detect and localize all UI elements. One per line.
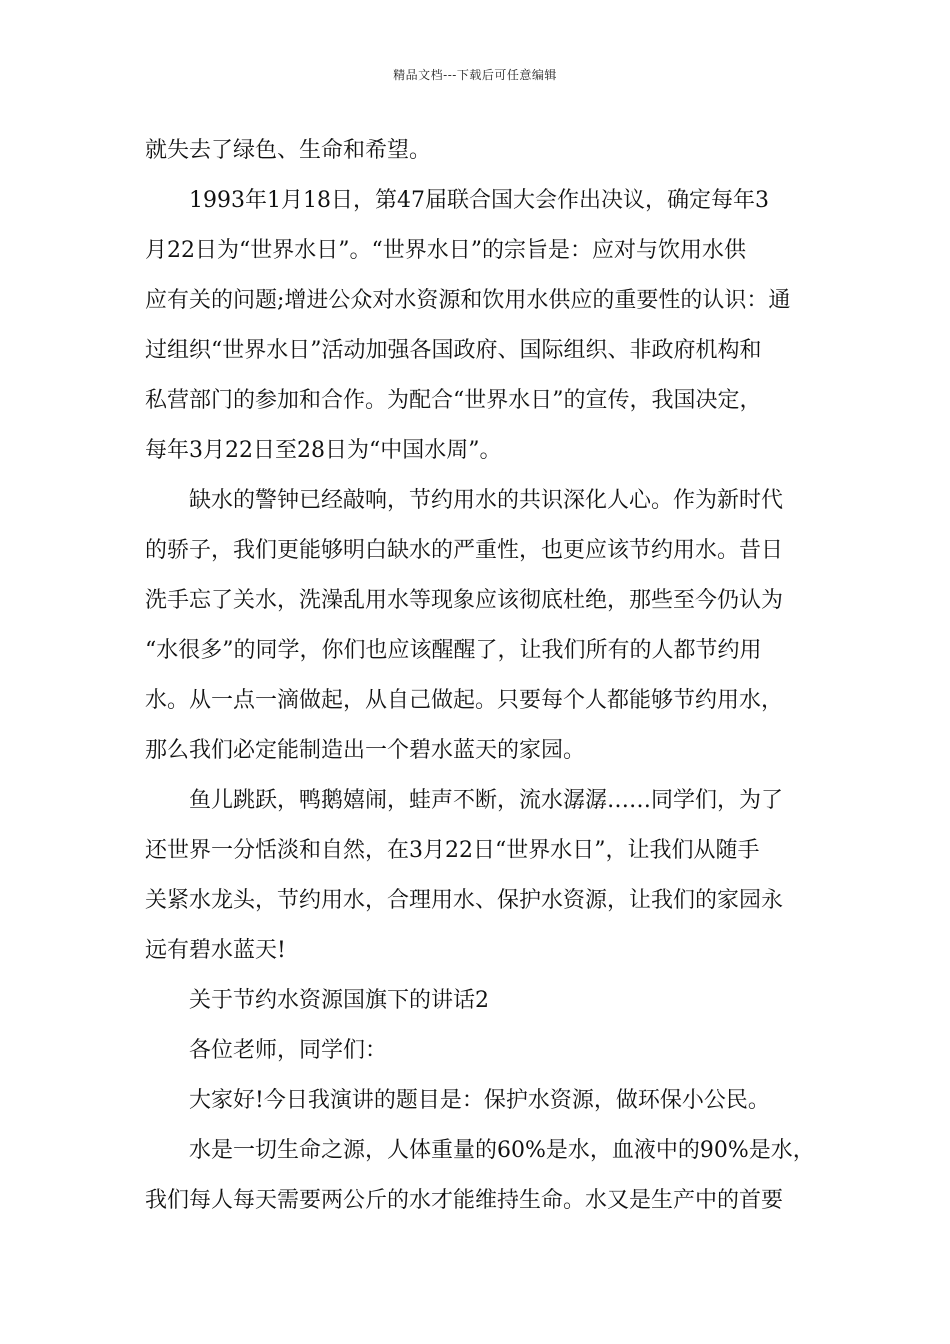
text-line: 就失去了绿色、生命和希望。 (145, 138, 432, 163)
section-heading: 关于节约水资源国旗下的讲话2 (189, 988, 489, 1013)
text-line: 远有碧水蓝天! (145, 938, 286, 963)
text-line: 私营部门的参加和合作。为配合“世界水日”的宣传，我国决定， (145, 388, 762, 413)
page-header: 精品文档---下载后可任意编辑 (393, 68, 557, 82)
text-line: 过组织“世界水日”活动加强各国政府、国际组织、非政府机构和 (145, 338, 762, 363)
text-line: 应有关的问题;增进公众对水资源和饮用水供应的重要性的认识：通 (145, 288, 791, 313)
text-line: 关紧水龙头，节约用水，合理用水、保护水资源，让我们的家园永 (145, 888, 784, 913)
text-line: 大家好!今日我演讲的题目是：保护水资源，做环保小公民。 (189, 1088, 770, 1113)
text-line: “水很多”的同学，你们也应该醒醒了，让我们所有的人都节约用 (145, 638, 762, 663)
text-line: 月22日为“世界水日”。“世界水日”的宗旨是：应对与饮用水供 (145, 238, 746, 263)
text-line: 洗手忘了关水，洗澡乱用水等现象应该彻底杜绝，那些至今仍认为 (145, 588, 784, 613)
salutation: 各位老师，同学们： (189, 1038, 388, 1063)
text-line: 每年3月22日至28日为“中国水周”。 (145, 438, 502, 463)
text-line: 1993年1月18日，第47届联合国大会作出决议，确定每年3 (189, 188, 769, 213)
text-line: 的骄子，我们更能够明白缺水的严重性，也更应该节约用水。昔日 (145, 538, 784, 563)
text-line: 鱼儿跳跃，鸭鹅嬉闹，蛙声不断，流水潺潺……同学们，为了 (189, 788, 784, 813)
text-line: 还世界一分恬淡和自然，在3月22日“世界水日”，让我们从随手 (145, 838, 760, 863)
text-line: 那么我们必定能制造出一个碧水蓝天的家园。 (145, 738, 586, 763)
text-line: 水是一切生命之源，人体重量的60%是水，血液中的90%是水， (189, 1138, 815, 1163)
text-line: 我们每人每天需要两公斤的水才能维持生命。水又是生产中的首要 (145, 1188, 784, 1213)
text-line: 水。从一点一滴做起，从自己做起。只要每个人都能够节约用水， (145, 688, 784, 713)
text-line: 缺水的警钟已经敲响，节约用水的共识深化人心。作为新时代 (189, 488, 784, 513)
